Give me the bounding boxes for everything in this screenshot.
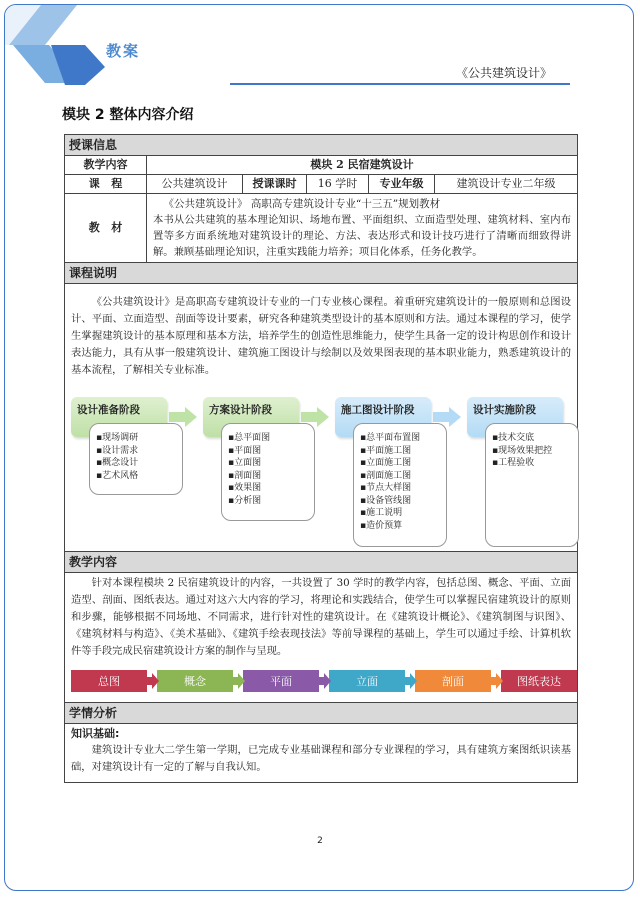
module-heading: 模块 2 整体内容介绍 [62, 107, 194, 123]
chain-arrow-icon [491, 673, 503, 689]
chain-item-plan: 平面 [243, 670, 319, 692]
chain-item-concept: 概念 [157, 670, 233, 692]
chain-item-section: 剖面 [415, 670, 491, 692]
list-item: ▪剖面施工图 [360, 470, 412, 481]
chain-arrow-icon [233, 673, 245, 689]
list-item: ▪施工说明 [360, 508, 403, 518]
row-course [65, 175, 577, 194]
grade-value: 建筑设计专业二年级 [456, 177, 556, 190]
teaching-content-text: 针对本课程模块 2 民宿建筑设计的内容，一共设置了 30 学时的教学内容，包括总图、概念、平面、立面造型、剖面、图纸表达。通过对这六大内容的学习，将理论和实践结合，使学生可以掌握民宿建筑设计的原则和步骤，能够根据不同场地、不同需求，进行针对性的建筑设计。在《建筑设计概论》、《建筑制图与识图》、《建筑材料与构造》、《美术基础》、《建筑手绘表现技法》等前导课程的基础上，学生可以通过手绘、计算机软件等手段完成民宿建筑设计方案的制作与呈现。 [71, 577, 571, 657]
textbook-title: 《公共建筑设计》 高职高专建筑设计专业“十三五”规划教材 [163, 198, 441, 210]
stage-implementation: 设计实施阶段 [467, 397, 563, 437]
list-item: ▪设计需求 [96, 445, 139, 456]
chain-arrow-icon [405, 673, 417, 689]
list-item: ▪效果图 [228, 483, 262, 493]
stage-scheme-items [221, 423, 315, 521]
knowledge-base-title: 知识基础: [71, 727, 120, 740]
corner-ribbon-graphic [5, 5, 115, 85]
content-label: 教学内容 [65, 156, 147, 174]
list-item: ▪技术交底 [492, 433, 535, 443]
stage-implementation-items [485, 423, 579, 547]
list-item: ▪剖面图 [228, 470, 262, 481]
chain-arrow-icon [319, 673, 331, 689]
list-item: ▪艺术风格 [96, 470, 139, 481]
header-rule [230, 83, 570, 85]
stage-scheme: 方案设计阶段 [203, 397, 299, 437]
list-item: ▪总平面布置图 [360, 433, 421, 443]
list-item: ▪分析图 [228, 495, 262, 506]
stage-preparation: 设计准备阶段 [71, 397, 167, 437]
page-number: 2 [317, 836, 323, 846]
stage-construction-drawing: 施工图设计阶段 [335, 397, 431, 437]
hours-value: 16 学时 [307, 175, 369, 193]
course-label: 课 程 [65, 175, 147, 193]
section-learning-analysis: 学情分析 [65, 703, 577, 724]
textbook-description: 本书从公共建筑的基本理论知识、场地布置、平面组织、立面造型处理、建筑材料、室内布置等多方面系统地对建筑设计的理论、方法、表达形式和设计技巧进行了清晰而细致得讲解。兼顾基础理论知识，注重实践能力培养；项目化体系，任务化教学。 [153, 214, 571, 258]
row-textbook [65, 194, 577, 263]
list-item: ▪概念设计 [96, 458, 139, 468]
list-item: ▪现场效果把控 [492, 445, 553, 456]
list-item: ▪现场调研 [96, 433, 139, 443]
list-item: ▪设备管线图 [360, 495, 412, 506]
course-value: 公共建筑设计 [147, 175, 243, 193]
chain-item-elevation: 立面 [329, 670, 405, 692]
stage-construction-items [353, 423, 447, 547]
knowledge-base-text: 建筑设计专业大二学生第一学期，已完成专业基础课程和部分专业课程的学习，具有建筑方案图纸识读基础，对建筑设计有一定的了解与自我认知。 [71, 744, 571, 773]
list-item: ▪平面图 [228, 445, 262, 456]
design-process-diagram [65, 381, 577, 552]
content-value: 模块 2 民宿建筑设计 [310, 158, 414, 171]
list-item: ▪工程验收 [492, 458, 535, 468]
hours-label: 授课课时 [243, 175, 307, 193]
textbook-label: 教 材 [65, 194, 147, 262]
doc-type-label: 教案 [106, 42, 141, 60]
grade-label: 专业年级 [369, 175, 435, 193]
learning-analysis-body [65, 724, 577, 782]
list-item: ▪平面施工图 [360, 445, 412, 456]
section-course-description: 课程说明 [65, 263, 577, 284]
lesson-plan-table [64, 134, 578, 783]
list-item: ▪总平面图 [228, 433, 271, 443]
chain-arrow-icon [147, 673, 159, 689]
textbook-info [147, 194, 577, 262]
list-item: ▪立面图 [228, 458, 262, 468]
chain-item-general-plan: 总图 [71, 670, 147, 692]
course-description-text: 《公共建筑设计》是高职高专建筑设计专业的一门专业核心课程。着重研究建筑设计的一般原则和总图设计、平面、立面造型、剖面等设计要素，研究各种建筑类型设计的基本原则和方法。通过本课程的学习，使学生掌握建筑设计的基本原理和基本方法，培养学生的创造性思维能力，使学生具备一定的设计构思创作和设计表达能力，具有从事一般建筑设计、建筑施工图设计与绘制以及效果图表现的基本职业能力，熟悉建筑设计的基本流程，了解相关专业标准。 [71, 296, 571, 376]
content-chain [65, 662, 577, 703]
chain-item-drawing-expression: 图纸表达 [501, 670, 577, 692]
list-item: ▪立面施工图 [360, 458, 412, 468]
section-course-info: 授课信息 [65, 135, 577, 156]
stage-preparation-items [89, 423, 183, 495]
list-item: ▪节点大样图 [360, 483, 412, 493]
row-content [65, 156, 577, 175]
book-title: 《公共建筑设计》 [455, 66, 552, 80]
list-item: ▪造价预算 [360, 520, 403, 531]
section-teaching-content: 教学内容 [65, 552, 577, 573]
